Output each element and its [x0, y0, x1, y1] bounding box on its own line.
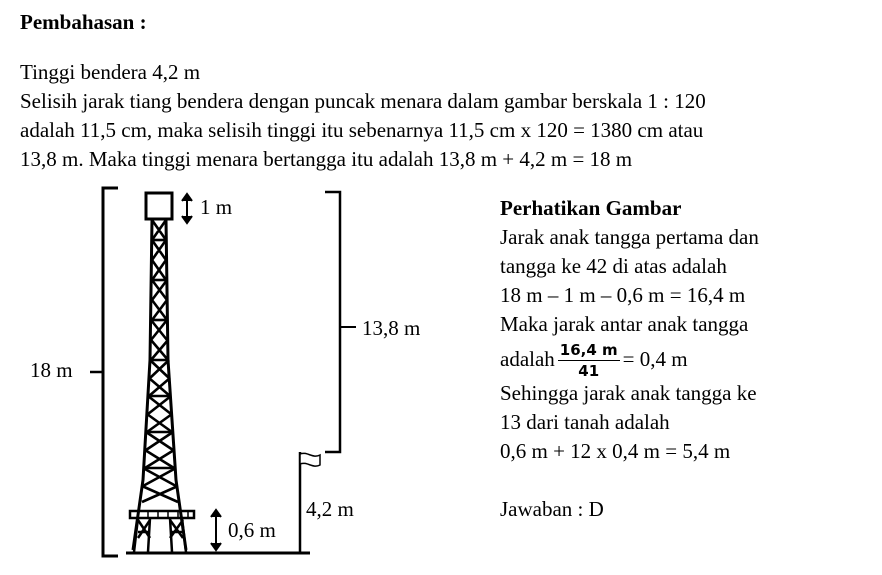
- notes-line: 0,6 m + 12 x 0,4 m = 5,4 m: [500, 439, 731, 463]
- top-section-label: 1 m: [200, 195, 233, 219]
- explanation-paragraph: [20, 58, 870, 174]
- tower-lattice: [142, 220, 178, 502]
- notes-line: Jarak anak tangga pertama dan: [500, 225, 759, 249]
- tower-top-box: [146, 193, 172, 219]
- upper-span-label: 13,8 m: [362, 316, 421, 340]
- total-height-label: 18 m: [30, 358, 73, 382]
- notes-fraction-line: [500, 339, 759, 379]
- flag-height-label: 4,2 m: [306, 497, 354, 521]
- fraction-denominator: 41: [578, 362, 600, 381]
- heading: Pembahasan :: [20, 10, 147, 34]
- notes-line: 13 dari tanah adalah: [500, 410, 670, 434]
- upper-span-bracket: [325, 192, 340, 452]
- fraction-suffix: = 0,4 m: [622, 347, 688, 371]
- notes-line: tangga ke 42 di atas adalah: [500, 254, 727, 278]
- notes-line: Maka jarak antar anak tangga: [500, 312, 749, 336]
- tower-base: [134, 518, 186, 552]
- explanation-line: Tinggi bendera 4,2 m: [20, 60, 201, 84]
- top-height-arrow: [182, 194, 192, 223]
- notes-title: Perhatikan Gambar: [500, 196, 682, 220]
- total-height-bracket: [103, 188, 118, 556]
- answer: Jawaban : D: [500, 497, 604, 521]
- notes-line: Sehingga jarak anak tangga ke: [500, 381, 757, 405]
- notes-block: [500, 194, 759, 524]
- fraction: [558, 341, 620, 381]
- explanation-line: adalah 11,5 cm, maka selisih tinggi itu sebenarnya 11,5 cm x 120 = 1380 cm atau: [20, 118, 704, 142]
- notes-line: 18 m – 1 m – 0,6 m = 16,4 m: [500, 283, 746, 307]
- fraction-prefix: adalah: [500, 347, 555, 371]
- fraction-numerator: 16,4 m: [559, 341, 618, 360]
- tower-platform: [130, 511, 194, 518]
- bottom-height-arrow: [211, 510, 221, 550]
- explanation-line: Selisih jarak tiang bendera dengan puncak menara dalam gambar berskala 1 : 120: [20, 89, 706, 113]
- flag-icon: [300, 453, 320, 466]
- bottom-section-label: 0,6 m: [228, 518, 276, 542]
- explanation-line: 13,8 m. Maka tinggi menara bertangga itu adalah 13,8 m + 4,2 m = 18 m: [20, 147, 633, 171]
